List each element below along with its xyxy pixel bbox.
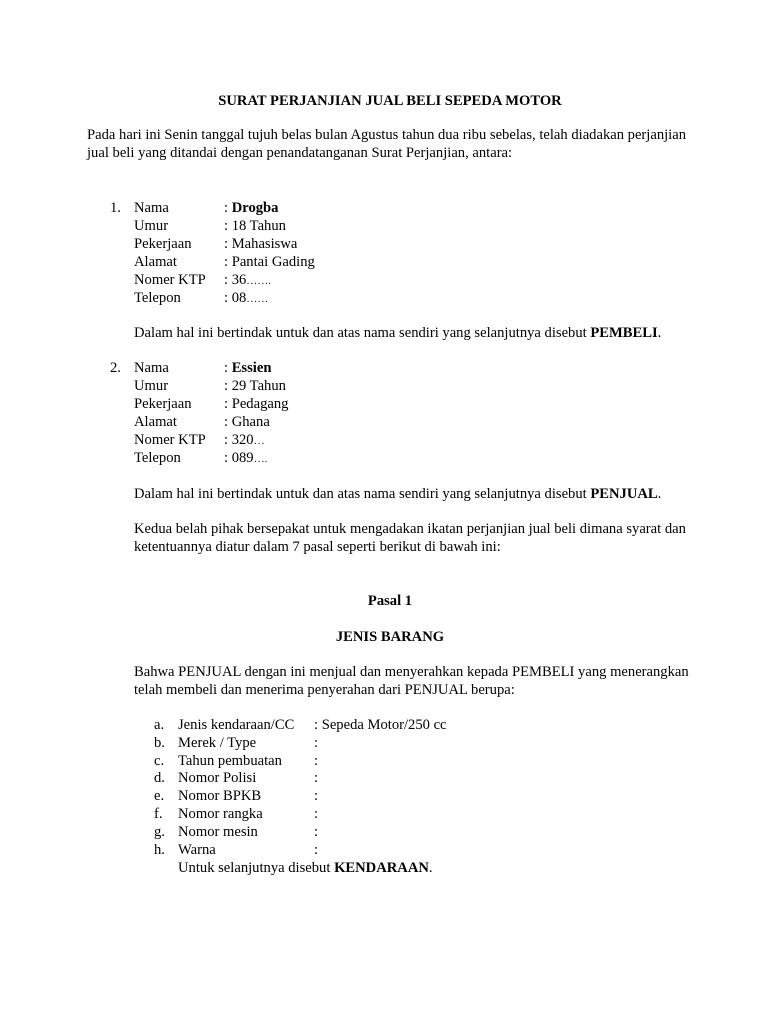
field-label: Telepon [134,290,181,306]
field-label: Nomer KTP [134,432,206,448]
item-marker: a. [154,717,165,733]
field-value: : Pedagang [224,396,289,412]
closing-line: Untuk selanjutnya disebut KENDARAAN. [178,860,433,876]
field-label: Telepon [134,450,181,466]
field-value: : Drogba [224,200,279,216]
pasal-heading: Pasal 1 [367,593,413,609]
item-label: Nomor BPKB [178,788,262,805]
field-label: Pekerjaan [134,396,192,412]
field-label: Alamat [134,414,177,430]
field-value: : 29 Tahun [224,378,286,394]
party-2-number: 2. [110,360,121,376]
field-value: : Ghana [224,414,270,430]
item-value: : [314,734,319,751]
field-value [224,271,271,290]
item-label: Nomor Polisi [178,770,257,787]
field-value: : 18 Tahun [224,218,286,234]
agreement-paragraph: Kedua belah pihak bersepakat untuk mengadakan ikatan perjanjian jual beli dimana syarat dan ketentuannya diatur dalam 7 pasal seperti berikut di bawah ini: [134,521,686,555]
field-value: : Essien [224,360,272,376]
closing-text: Untuk selanjutnya disebut [178,860,335,876]
item-marker: c. [154,752,165,769]
pasal-body-paragraph: Bahwa PENJUAL dengan ini menjual dan menyerahkan kepada PEMBELI yang menerangkan telah membeli dan menerima penyerahan dari PENJUAL berupa: [134,664,689,698]
item-value: : Sepeda Motor/250 cc [314,717,447,733]
field-value: : Mahasiswa [224,236,298,252]
role-term-pembeli: PEMBELI [590,325,658,341]
item-marker: h. [154,841,165,858]
item-value: : [314,752,319,769]
ellipsis-dots: …… [246,293,269,305]
field-label: Umur [134,378,169,394]
item-label: Tahun pembuatan [178,752,282,769]
party-1-role-paragraph: Dalam hal ini bertindak untuk dan atas nama sendiri yang selanjutnya disebut PEMBELI. [134,325,662,341]
item-value: : [314,805,319,822]
field-label: Alamat [134,254,177,270]
ktp-value: : 36 [224,272,247,288]
role-text: Dalam hal ini bertindak untuk dan atas nama sendiri yang selanjutnya disebut [134,486,591,502]
role-term-penjual: PENJUAL [590,486,658,502]
field-value [224,289,268,308]
field-label: Nama [134,360,169,376]
item-label: Nomor rangka [178,805,263,822]
item-value: : [314,823,319,840]
telepon-value: : 08 [224,290,247,306]
item-label: Nomor mesin [178,823,258,840]
item-value: : [314,841,319,858]
item-marker: g. [154,823,165,840]
field-label: Pekerjaan [134,236,192,252]
field-value [224,449,267,468]
item-value: : [314,770,319,787]
ellipsis-dots: … [253,435,265,447]
item-label: Jenis kendaraan/CC [178,717,295,733]
intro-paragraph: Pada hari ini Senin tanggal tujuh belas bulan Agustus tahun dua ribu sebelas, telah diadakan perjanjian jual beli yang ditandai dengan penandatanganan Surat Perjanjian, antara: [87,127,687,161]
ellipsis-dots: …. [253,453,268,465]
role-text: Dalam hal ini bertindak untuk dan atas nama sendiri yang selanjutnya disebut [134,325,591,341]
telepon-value: : 089 [224,450,254,466]
ellipsis-dots: ……. [246,275,272,287]
party-2-name: Essien [231,360,272,376]
ktp-value: : 320 [224,432,254,448]
field-label: Nomer KTP [134,272,206,288]
item-marker: b. [154,734,165,751]
party-1-name: Drogba [231,200,279,216]
item-label: Warna [178,841,216,858]
pasal-subheading: JENIS BARANG [335,629,445,645]
party-2-role-paragraph: Dalam hal ini bertindak untuk dan atas nama sendiri yang selanjutnya disebut PENJUAL. [134,486,662,502]
item-label: Merek / Type [178,734,257,751]
field-value: : Pantai Gading [224,254,315,270]
party-1-number: 1. [110,200,121,216]
item-marker: e. [154,788,165,805]
field-value [224,431,265,450]
item-value: : [314,788,319,805]
closing-term: KENDARAAN [334,860,429,876]
item-marker: f. [154,805,163,822]
field-label: Nama [134,200,169,216]
item-marker: d. [154,770,165,787]
field-label: Umur [134,218,169,234]
document-title: SURAT PERJANJIAN JUAL BELI SEPEDA MOTOR [218,93,562,109]
